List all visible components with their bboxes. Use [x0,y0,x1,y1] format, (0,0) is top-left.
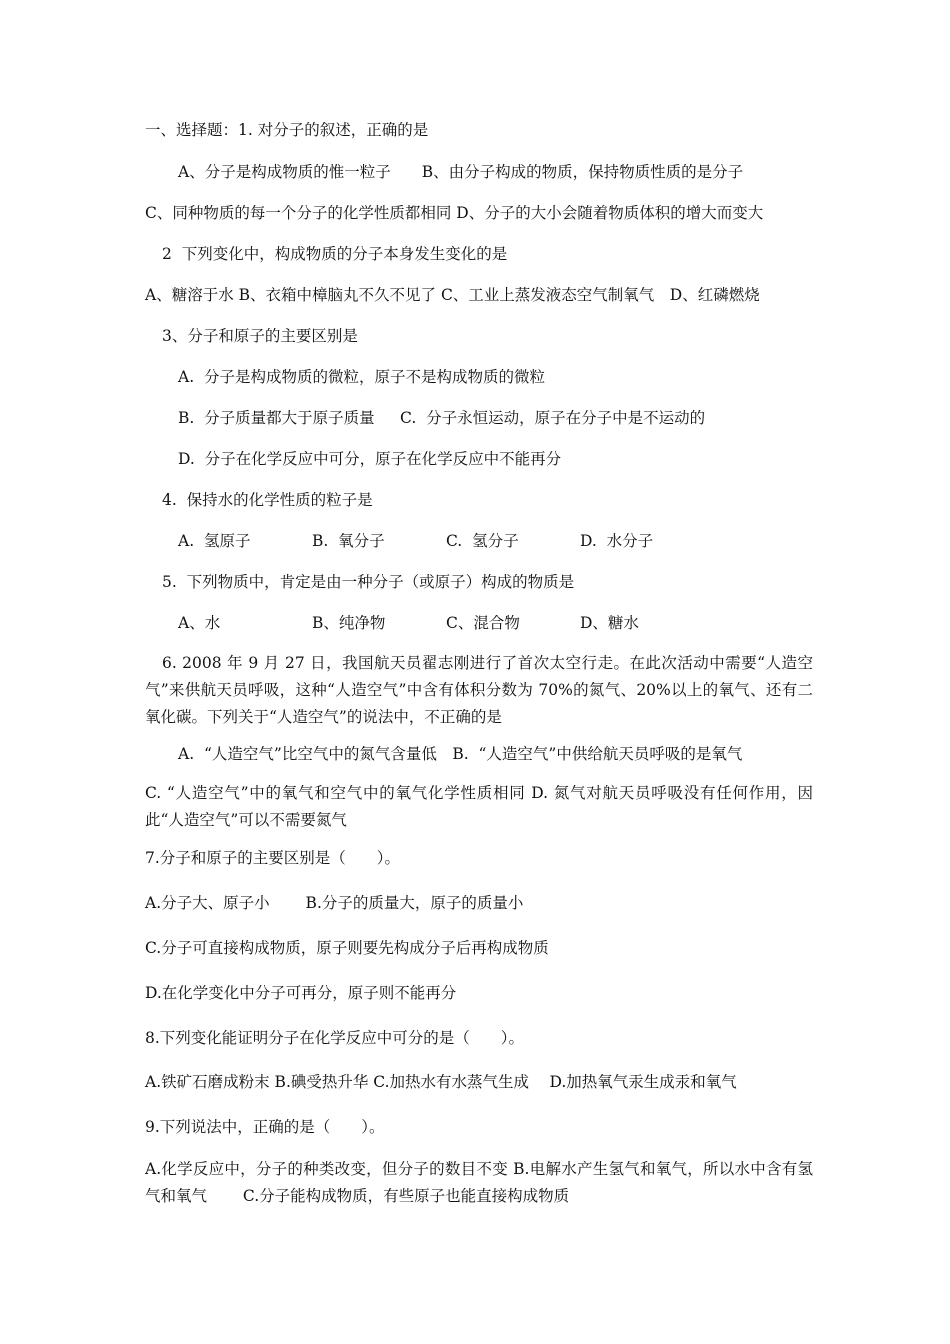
q5-option-b: B、纯净物 [312,614,386,632]
q7-option-c: C.分子可直接构成物质，原子则要先构成分子后再构成物质 [145,939,549,957]
q6-stem: 6. 2008 年 9 月 27 日，我国航天员翟志刚进行了首次太空行走。在此次活动中需要“人造空气”来供航天员呼吸，这种“人造空气”中含有体积分数为 70%的氮气、20%以上的氧气、还有二氧化碳。下列关于“人造空气”的说法中，不正确的是 [145,654,813,726]
q7-option-d: D.在化学变化中分子可再分，原子则不能再分 [145,984,457,1002]
q5-option-d: D、糖水 [580,614,639,632]
q8-stem: 8.下列变化能证明分子在化学反应中可分的是（ ）。 [145,1029,525,1047]
q6-options-ab: A. “人造空气”比空气中的氮气含量低 B. “人造空气”中供给航天员呼吸的是氧气 [178,745,743,763]
q1-options-ab: A、分子是构成物质的惟一粒子 B、由分子构成的物质，保持物质性质的是分子 [178,163,744,181]
q3-option-a: A. 分子是构成物质的微粒，原子不是构成物质的微粒 [178,368,545,386]
q7-options-ab: A.分子大、原子小 B.分子的质量大，原子的质量小 [145,894,524,912]
q5-option-a: A、水 [178,614,221,632]
q3-stem: 3、分子和原子的主要区别是 [162,327,358,345]
q5-stem: 5. 下列物质中，肯定是由一种分子（或原子）构成的物质是 [162,573,575,591]
q4-stem: 4. 保持水的化学性质的粒子是 [162,491,373,509]
q1-options-cd: C、同种物质的每一个分子的化学性质都相同 D、分子的大小会随着物质体积的增大而变大 [145,204,764,222]
section-heading-q1: 一、选择题：1. 对分子的叙述，正确的是 [145,121,429,139]
q9-options: A.化学反应中，分子的种类改变，但分子的数目不变 B.电解水产生氢气和氧气，所以水中含有氢气和氧气 C.分子能构成物质，有些原子也能直接构成物质 [145,1160,813,1205]
q4-option-d: D. 水分子 [580,532,654,550]
q5-option-c: C、混合物 [446,614,520,632]
q4-option-b: B. 氧分子 [312,532,385,550]
q8-options: A.铁矿石磨成粉末 B.碘受热升华 C.加热水有水蒸气生成 D.加热氧气汞生成汞和氧气 [145,1073,737,1091]
q2-options: A、糖溶于水 B、衣箱中樟脑丸不久不见了 C、工业上蒸发液态空气制氧气 D、红磷燃烧 [145,286,760,304]
q3-option-d: D. 分子在化学反应中可分，原子在化学反应中不能再分 [178,450,562,468]
q6-options-cd: C. “人造空气”中的氧气和空气中的氧气化学性质相同 D. 氮气对航天员呼吸没有任何作用，因此“人造空气”可以不需要氮气 [145,784,813,829]
q7-stem: 7.分子和原子的主要区别是（ ）。 [145,849,401,867]
q2-stem: 2 下列变化中，构成物质的分子本身发生变化的是 [162,245,508,263]
q4-option-c: C. 氢分子 [446,532,519,550]
q9-stem: 9.下列说法中，正确的是（ ）。 [145,1118,385,1136]
q4-option-a: A. 氢原子 [178,532,251,550]
q3-options-bc: B. 分子质量都大于原子质量 C. 分子永恒运动，原子在分子中是不运动的 [178,409,706,427]
